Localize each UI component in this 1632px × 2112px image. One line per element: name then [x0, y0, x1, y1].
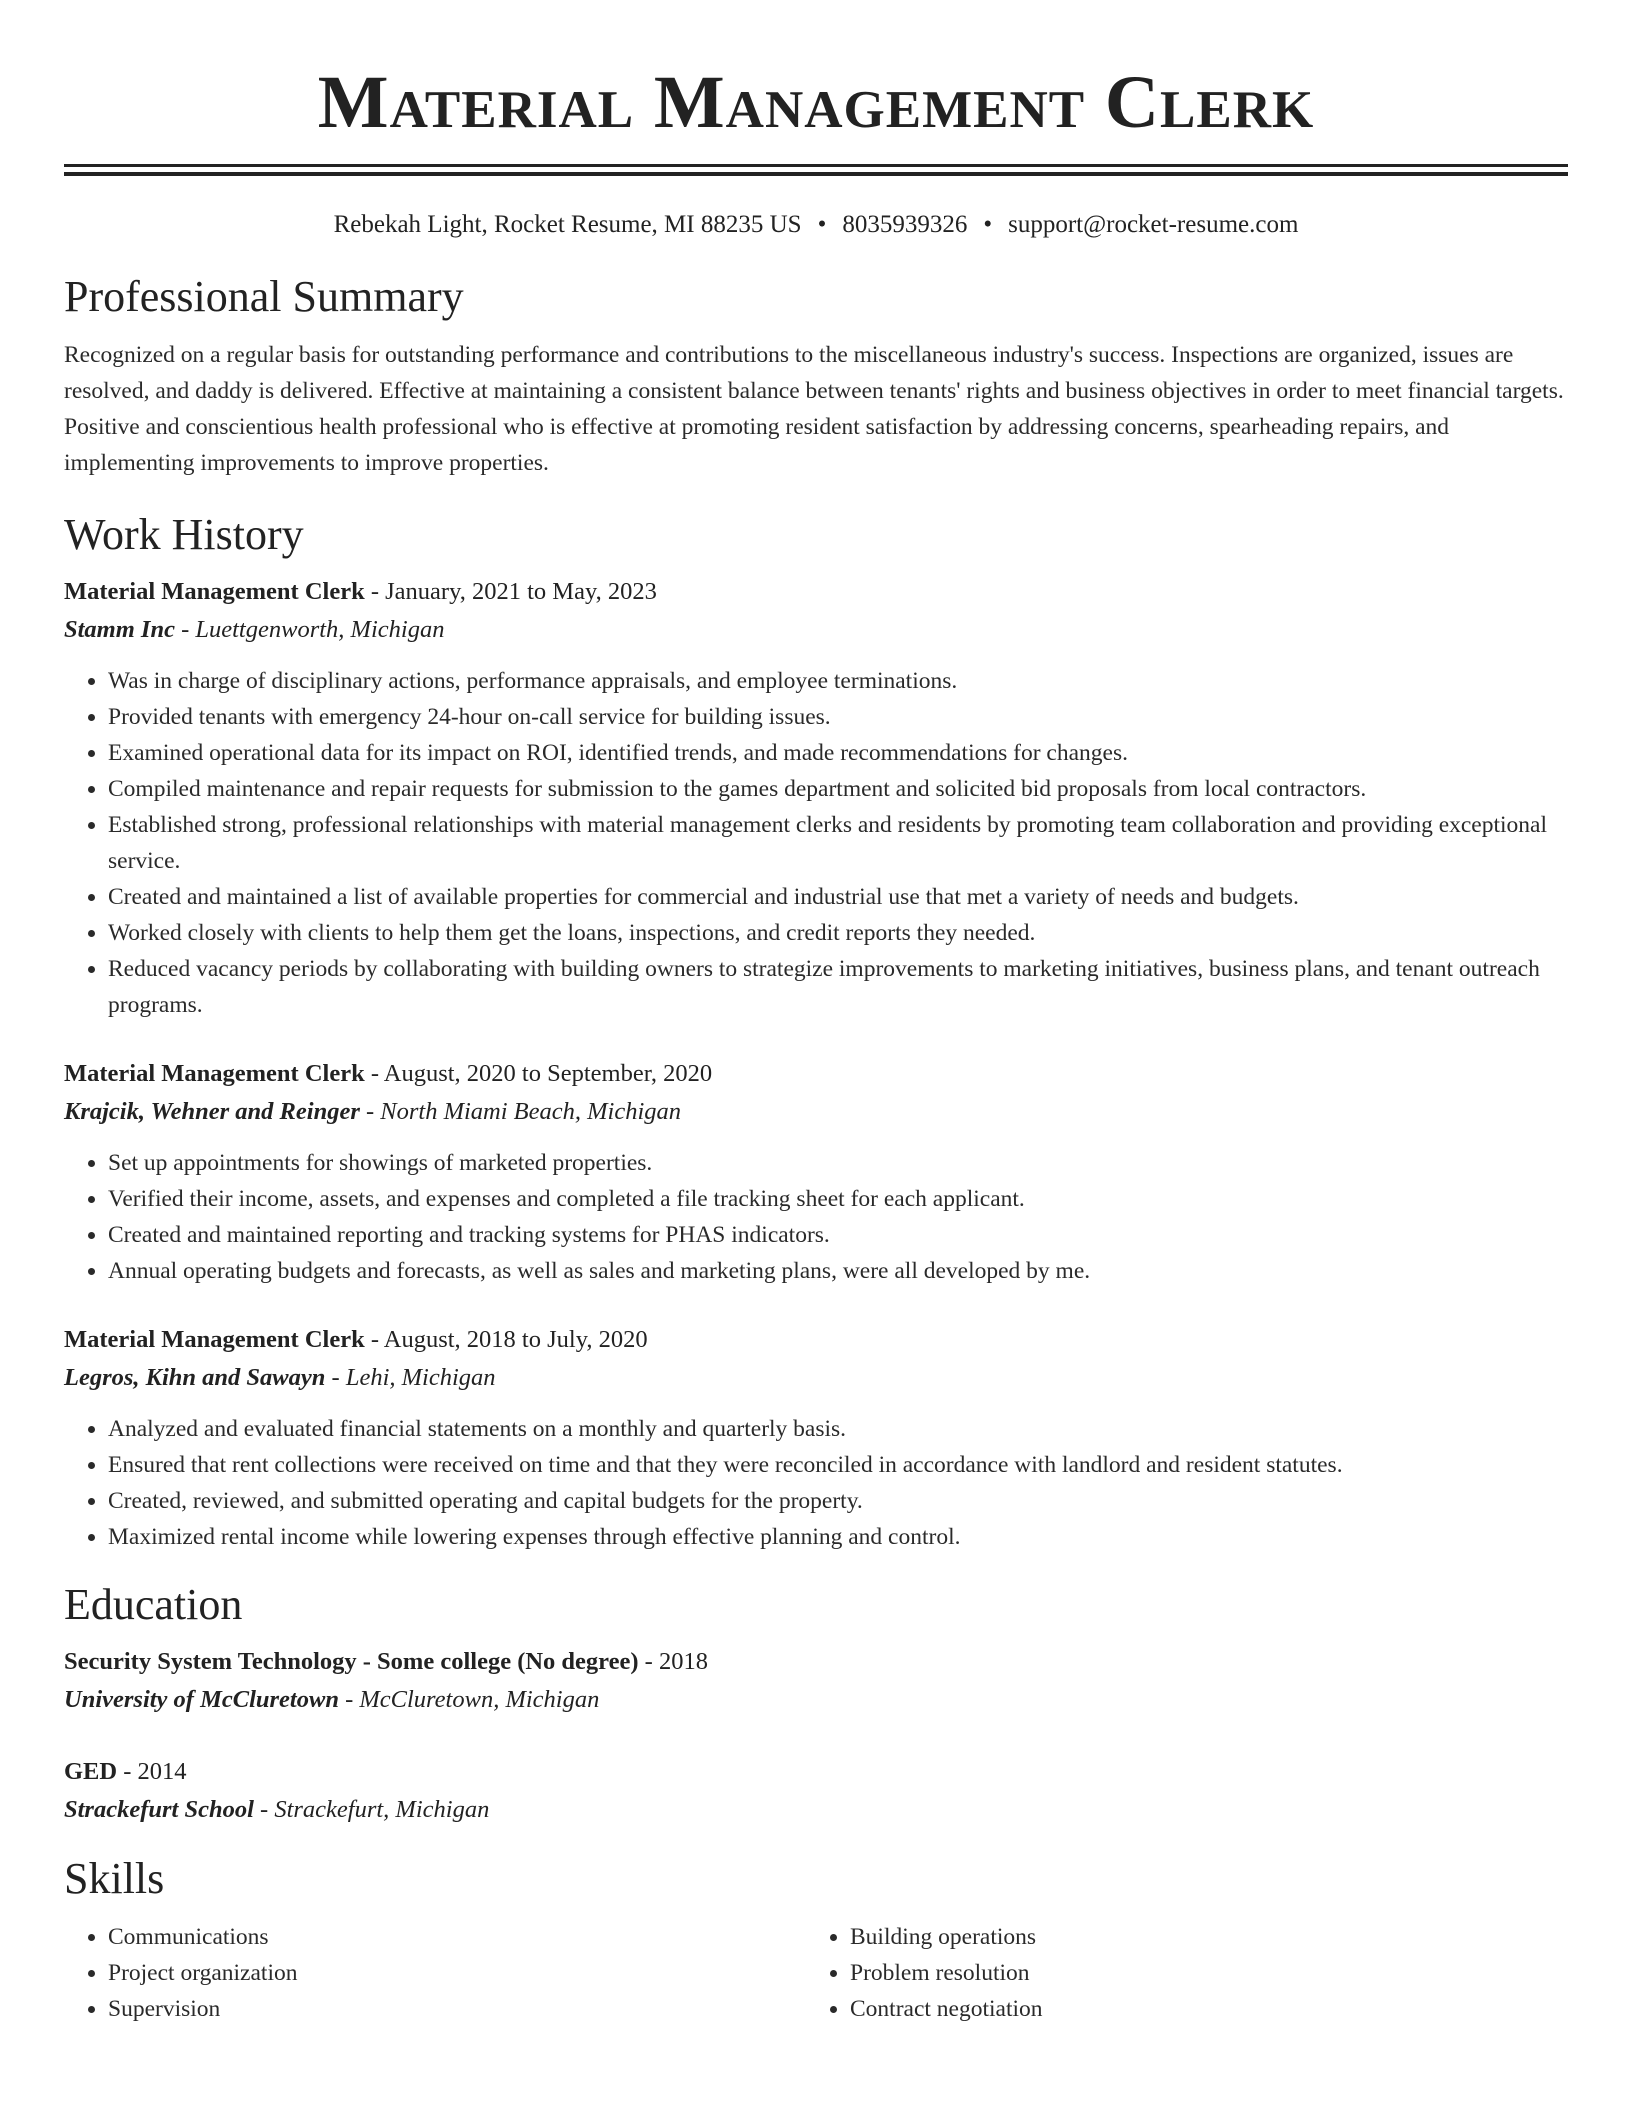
list-item: • Provided tenants with emergency 24-hour on-call service for building issues.: [108, 699, 1568, 735]
list-item: • Reduced vacancy periods by collaborating with building owners to strategize improvements to marketing initiatives, business plans, and tenant outreach programs.: [108, 951, 1568, 1023]
contact-phone: 8035939326: [842, 211, 968, 238]
education-degree-line: [64, 1643, 1568, 1681]
job-company: Stamm Inc: [64, 616, 175, 643]
list-item: • Established strong, professional relationships with material management clerks and residents by promoting team collaboration and providing exceptional service.: [108, 807, 1568, 879]
list-item: • Created and maintained a list of available properties for commercial and industrial use that met a variety of needs and budgets.: [108, 879, 1568, 915]
education-degree: GED: [64, 1758, 118, 1785]
list-item: • Communications: [108, 1919, 806, 1955]
list-item: • Annual operating budgets and forecasts, as well as sales and marketing plans, were all developed by me.: [108, 1253, 1568, 1289]
skills-column-right: [806, 1919, 1548, 2027]
list-item: • Supervision: [108, 1991, 806, 2027]
list-item: • Was in charge of disciplinary actions, performance appraisals, and employee terminations.: [108, 663, 1568, 699]
job-header: [64, 1055, 1568, 1093]
education-degree-line: [64, 1753, 1568, 1791]
list-item: • Set up appointments for showings of marketed properties.: [108, 1145, 1568, 1181]
list-item: • Created, reviewed, and submitted operating and capital budgets for the property.: [108, 1483, 1568, 1519]
skills-heading: Skills: [64, 1854, 165, 1903]
job-header: [64, 573, 1568, 611]
list-item: • Ensured that rent collections were received on time and that they were reconciled in accordance with landlord and resident statutes.: [108, 1447, 1568, 1483]
job-header: [64, 1321, 1568, 1359]
education-entry: [64, 1753, 1568, 1829]
job-entry: [64, 573, 1568, 1023]
job-bullets: [64, 663, 1568, 1023]
job-title: Material Management Clerk: [64, 578, 365, 605]
education-year: - 2018: [638, 1648, 708, 1675]
contact-line: [64, 209, 1568, 241]
job-location: - North Miami Beach, Michigan: [359, 1098, 682, 1125]
list-item: • Analyzed and evaluated financial statements on a monthly and quarterly basis.: [108, 1411, 1568, 1447]
skills-column-left: [64, 1919, 806, 2027]
education-school: University of McCluretown: [64, 1686, 339, 1713]
title-divider: [64, 164, 1568, 176]
list-item: • Created and maintained reporting and tracking systems for PHAS indicators.: [108, 1217, 1568, 1253]
work-history-heading: Work History: [64, 510, 304, 559]
list-item: • Project organization: [108, 1955, 806, 1991]
education-location: - Strackefurt, Michigan: [253, 1796, 490, 1823]
education-school-line: [64, 1791, 1568, 1829]
list-item: • Maximized rental income while lowering expenses through effective planning and control.: [108, 1519, 1568, 1555]
education-heading: Education: [64, 1580, 243, 1629]
job-title: Material Management Clerk: [64, 1060, 365, 1087]
education-entry: [64, 1643, 1568, 1719]
summary-text: Recognized on a regular basis for outstanding performance and contributions to the miscellaneous industry's success. Inspections are organized, issues are resolved, and daddy is delivered. Effective at maintaining a consistent balance between tenants' rights and business objectives in order to meet financial targets. Positive and conscientious health professional who is effective at promoting resident satisfaction by addressing concerns, spearheading repairs, and implementing improvements to improve properties.: [64, 342, 1564, 476]
job-employer: [64, 611, 1568, 649]
resume-page: [64, 0, 1568, 2027]
job-dates: - August, 2020 to September, 2020: [364, 1060, 713, 1087]
job-entry: [64, 1055, 1568, 1289]
education-school: Strackefurt School: [64, 1796, 254, 1823]
summary-heading: Professional Summary: [64, 272, 464, 321]
job-bullets: [64, 1145, 1568, 1289]
job-dates: - August, 2018 to July, 2020: [364, 1326, 648, 1353]
contact-email: support@rocket-resume.com: [1008, 211, 1299, 238]
list-item: • Compiled maintenance and repair requests for submission to the games department and solicited bid proposals from local contractors.: [108, 771, 1568, 807]
job-dates: - January, 2021 to May, 2023: [364, 578, 657, 605]
education-year: - 2014: [117, 1758, 187, 1785]
resume-title: Material Management Clerk: [317, 61, 1315, 144]
job-company: Krajcik, Wehner and Reinger: [64, 1098, 360, 1125]
job-location: - Lehi, Michigan: [325, 1364, 496, 1391]
list-item: • Contract negotiation: [850, 1991, 1548, 2027]
job-title: Material Management Clerk: [64, 1326, 365, 1353]
contact-address: Rebekah Light, Rocket Resume, MI 88235 US: [333, 211, 802, 238]
list-item: • Examined operational data for its impact on ROI, identified trends, and made recommendations for changes.: [108, 735, 1568, 771]
skills-grid: [64, 1919, 1568, 2027]
list-item: • Problem resolution: [850, 1955, 1548, 1991]
job-company: Legros, Kihn and Sawayn: [64, 1364, 326, 1391]
education-location: - McCluretown, Michigan: [338, 1686, 600, 1713]
list-item: • Worked closely with clients to help them get the loans, inspections, and credit reports they needed.: [108, 915, 1568, 951]
list-item: • Building operations: [850, 1919, 1548, 1955]
contact-separator: •: [983, 211, 993, 238]
list-item: • Verified their income, assets, and expenses and completed a file tracking sheet for each applicant.: [108, 1181, 1568, 1217]
education-degree: Security System Technology - Some college (No degree): [64, 1648, 639, 1675]
job-location: - Luettgenworth, Michigan: [174, 616, 445, 643]
job-employer: [64, 1093, 1568, 1131]
contact-separator: •: [817, 211, 827, 238]
job-bullets: [64, 1411, 1568, 1555]
job-entry: [64, 1321, 1568, 1555]
job-employer: [64, 1359, 1568, 1397]
education-school-line: [64, 1681, 1568, 1719]
